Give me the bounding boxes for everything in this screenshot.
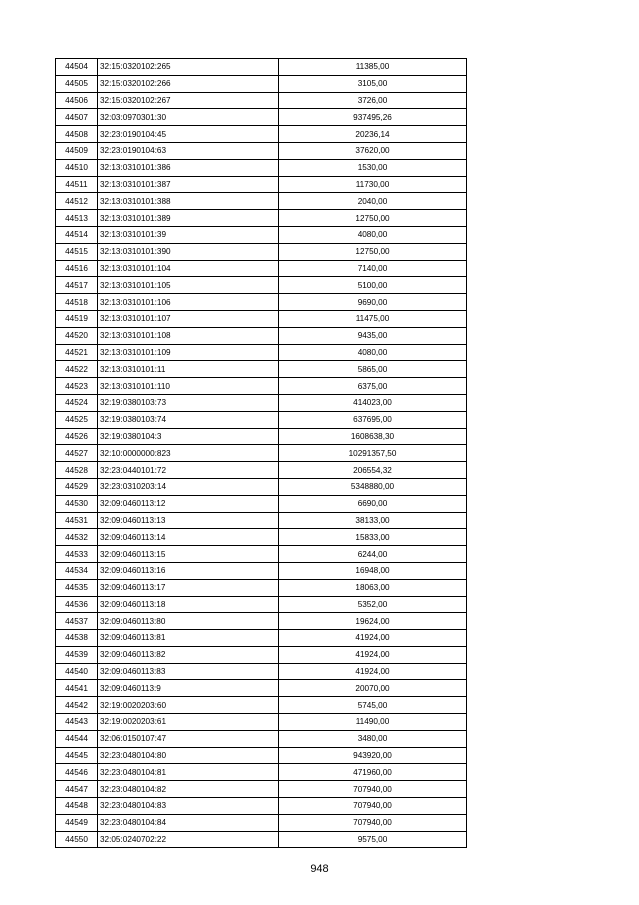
table-row [56,831,467,848]
value-cell: 18063,00 [279,579,467,596]
row-number-cell: 44528 [56,462,98,479]
table-row [56,529,467,546]
cadastral-number-cell: 32:23:0480104:84 [98,814,279,831]
cadastral-number-cell: 32:23:0480104:82 [98,781,279,798]
cadastral-number-cell: 32:13:0310101:110 [98,378,279,395]
value-cell: 11490,00 [279,714,467,731]
row-number-cell: 44536 [56,596,98,613]
table-row [56,327,467,344]
value-cell: 5100,00 [279,277,467,294]
value-cell: 943920,00 [279,747,467,764]
row-number-cell: 44508 [56,126,98,143]
cadastral-number-cell: 32:23:0190104:63 [98,142,279,159]
table-row [56,714,467,731]
table-row [56,59,467,76]
value-cell: 12750,00 [279,243,467,260]
value-cell: 471960,00 [279,764,467,781]
value-cell: 3726,00 [279,92,467,109]
cadastral-number-cell: 32:23:0480104:83 [98,798,279,815]
value-cell: 15833,00 [279,529,467,546]
cadastral-number-cell: 32:09:0460113:13 [98,512,279,529]
row-number-cell: 44512 [56,193,98,210]
row-number-cell: 44523 [56,378,98,395]
table-row [56,663,467,680]
row-number-cell: 44534 [56,562,98,579]
row-number-cell: 44522 [56,361,98,378]
table-row [56,310,467,327]
table-row [56,126,467,143]
cadastral-number-cell: 32:19:0020203:61 [98,714,279,731]
table-row [56,495,467,512]
row-number-cell: 44527 [56,445,98,462]
table-body [56,59,467,848]
table-row [56,680,467,697]
row-number-cell: 44530 [56,495,98,512]
value-cell: 11475,00 [279,310,467,327]
value-cell: 2040,00 [279,193,467,210]
value-cell: 6690,00 [279,495,467,512]
value-cell: 3105,00 [279,75,467,92]
cadastral-number-cell: 32:13:0310101:390 [98,243,279,260]
table-row [56,294,467,311]
table-row [56,445,467,462]
row-number-cell: 44521 [56,344,98,361]
row-number-cell: 44550 [56,831,98,848]
row-number-cell: 44514 [56,226,98,243]
table-row [56,277,467,294]
row-number-cell: 44537 [56,613,98,630]
cadastral-number-cell: 32:13:0310101:388 [98,193,279,210]
value-cell: 9435,00 [279,327,467,344]
table-row [56,781,467,798]
value-cell: 16948,00 [279,562,467,579]
cadastral-number-cell: 32:15:0320102:267 [98,92,279,109]
row-number-cell: 44547 [56,781,98,798]
cadastral-number-cell: 32:09:0460113:15 [98,546,279,563]
row-number-cell: 44519 [56,310,98,327]
row-number-cell: 44505 [56,75,98,92]
value-cell: 38133,00 [279,512,467,529]
value-cell: 9690,00 [279,294,467,311]
row-number-cell: 44516 [56,260,98,277]
row-number-cell: 44511 [56,176,98,193]
row-number-cell: 44515 [56,243,98,260]
value-cell: 1608638,30 [279,428,467,445]
table-row [56,478,467,495]
table-row [56,226,467,243]
cadastral-number-cell: 32:13:0310101:109 [98,344,279,361]
value-cell: 1530,00 [279,159,467,176]
table-row [56,243,467,260]
cadastral-number-cell: 32:13:0310101:389 [98,210,279,227]
row-number-cell: 44538 [56,630,98,647]
cadastral-number-cell: 32:09:0460113:14 [98,529,279,546]
table-row [56,596,467,613]
cadastral-number-cell: 32:23:0310203:14 [98,478,279,495]
table-row [56,411,467,428]
value-cell: 707940,00 [279,814,467,831]
cadastral-number-cell: 32:09:0460113:83 [98,663,279,680]
value-cell: 11730,00 [279,176,467,193]
cadastral-number-cell: 32:23:0480104:81 [98,764,279,781]
value-cell: 637695,00 [279,411,467,428]
cadastral-number-cell: 32:09:0460113:16 [98,562,279,579]
value-cell: 37620,00 [279,142,467,159]
cadastral-number-cell: 32:15:0320102:265 [98,59,279,76]
data-table [55,58,467,848]
cadastral-number-cell: 32:10:0000000:823 [98,445,279,462]
cadastral-number-cell: 32:13:0310101:105 [98,277,279,294]
row-number-cell: 44518 [56,294,98,311]
value-cell: 10291357,50 [279,445,467,462]
value-cell: 206554,32 [279,462,467,479]
row-number-cell: 44541 [56,680,98,697]
value-cell: 4080,00 [279,344,467,361]
table-row [56,730,467,747]
table-row [56,630,467,647]
value-cell: 4080,00 [279,226,467,243]
row-number-cell: 44525 [56,411,98,428]
value-cell: 11385,00 [279,59,467,76]
cadastral-number-cell: 32:13:0310101:11 [98,361,279,378]
table-row [56,159,467,176]
row-number-cell: 44531 [56,512,98,529]
page-number: 948 [310,863,329,875]
table-row [56,176,467,193]
value-cell: 7140,00 [279,260,467,277]
cadastral-number-cell: 32:13:0310101:108 [98,327,279,344]
table-row [56,562,467,579]
table-row [56,394,467,411]
row-number-cell: 44506 [56,92,98,109]
row-number-cell: 44544 [56,730,98,747]
row-number-cell: 44542 [56,697,98,714]
table-row [56,579,467,596]
table-row [56,378,467,395]
cadastral-number-cell: 32:09:0460113:82 [98,646,279,663]
cadastral-number-cell: 32:13:0310101:39 [98,226,279,243]
value-cell: 9575,00 [279,831,467,848]
cadastral-number-cell: 32:09:0460113:81 [98,630,279,647]
cadastral-number-cell: 32:23:0190104:45 [98,126,279,143]
cadastral-number-cell: 32:19:0380103:73 [98,394,279,411]
value-cell: 5348880,00 [279,478,467,495]
table-row [56,361,467,378]
row-number-cell: 44539 [56,646,98,663]
table-row [56,109,467,126]
value-cell: 3480,00 [279,730,467,747]
value-cell: 41924,00 [279,663,467,680]
table-row [56,814,467,831]
value-cell: 19624,00 [279,613,467,630]
cadastral-number-cell: 32:19:0380104:3 [98,428,279,445]
value-cell: 41924,00 [279,646,467,663]
row-number-cell: 44543 [56,714,98,731]
value-cell: 707940,00 [279,798,467,815]
cadastral-number-cell: 32:06:0150107:47 [98,730,279,747]
row-number-cell: 44513 [56,210,98,227]
table-row [56,512,467,529]
row-number-cell: 44548 [56,798,98,815]
cadastral-number-cell: 32:13:0310101:386 [98,159,279,176]
value-cell: 5352,00 [279,596,467,613]
row-number-cell: 44549 [56,814,98,831]
cadastral-number-cell: 32:09:0460113:18 [98,596,279,613]
value-cell: 20070,00 [279,680,467,697]
table-row [56,142,467,159]
table-row [56,646,467,663]
cadastral-number-cell: 32:23:0440101:72 [98,462,279,479]
row-number-cell: 44546 [56,764,98,781]
cadastral-number-cell: 32:13:0310101:107 [98,310,279,327]
value-cell: 5745,00 [279,697,467,714]
cadastral-number-cell: 32:13:0310101:106 [98,294,279,311]
cadastral-number-cell: 32:09:0460113:17 [98,579,279,596]
table-row [56,344,467,361]
cadastral-number-cell: 32:15:0320102:266 [98,75,279,92]
row-number-cell: 44540 [56,663,98,680]
value-cell: 5865,00 [279,361,467,378]
table-row [56,613,467,630]
cadastral-number-cell: 32:23:0480104:80 [98,747,279,764]
row-number-cell: 44533 [56,546,98,563]
row-number-cell: 44524 [56,394,98,411]
row-number-cell: 44535 [56,579,98,596]
table-row [56,92,467,109]
table-row [56,193,467,210]
value-cell: 41924,00 [279,630,467,647]
value-cell: 937495,26 [279,109,467,126]
value-cell: 707940,00 [279,781,467,798]
table-row [56,75,467,92]
cadastral-number-cell: 32:19:0020203:60 [98,697,279,714]
table-row [56,747,467,764]
cadastral-number-cell: 32:13:0310101:387 [98,176,279,193]
row-number-cell: 44509 [56,142,98,159]
value-cell: 414023,00 [279,394,467,411]
row-number-cell: 44507 [56,109,98,126]
row-number-cell: 44520 [56,327,98,344]
row-number-cell: 44532 [56,529,98,546]
row-number-cell: 44545 [56,747,98,764]
value-cell: 6375,00 [279,378,467,395]
table-row [56,798,467,815]
cadastral-number-cell: 32:05:0240702:22 [98,831,279,848]
row-number-cell: 44529 [56,478,98,495]
value-cell: 20236,14 [279,126,467,143]
cadastral-number-cell: 32:13:0310101:104 [98,260,279,277]
table-row [56,210,467,227]
row-number-cell: 44517 [56,277,98,294]
table-row [56,697,467,714]
table-row [56,764,467,781]
table-row [56,462,467,479]
row-number-cell: 44504 [56,59,98,76]
cadastral-number-cell: 32:03:0970301:30 [98,109,279,126]
value-cell: 6244,00 [279,546,467,563]
cadastral-number-cell: 32:09:0460113:80 [98,613,279,630]
table-row [56,428,467,445]
row-number-cell: 44510 [56,159,98,176]
table-row [56,260,467,277]
cadastral-number-cell: 32:09:0460113:9 [98,680,279,697]
cadastral-number-cell: 32:19:0380103:74 [98,411,279,428]
row-number-cell: 44526 [56,428,98,445]
value-cell: 12750,00 [279,210,467,227]
table-row [56,546,467,563]
cadastral-number-cell: 32:09:0460113:12 [98,495,279,512]
